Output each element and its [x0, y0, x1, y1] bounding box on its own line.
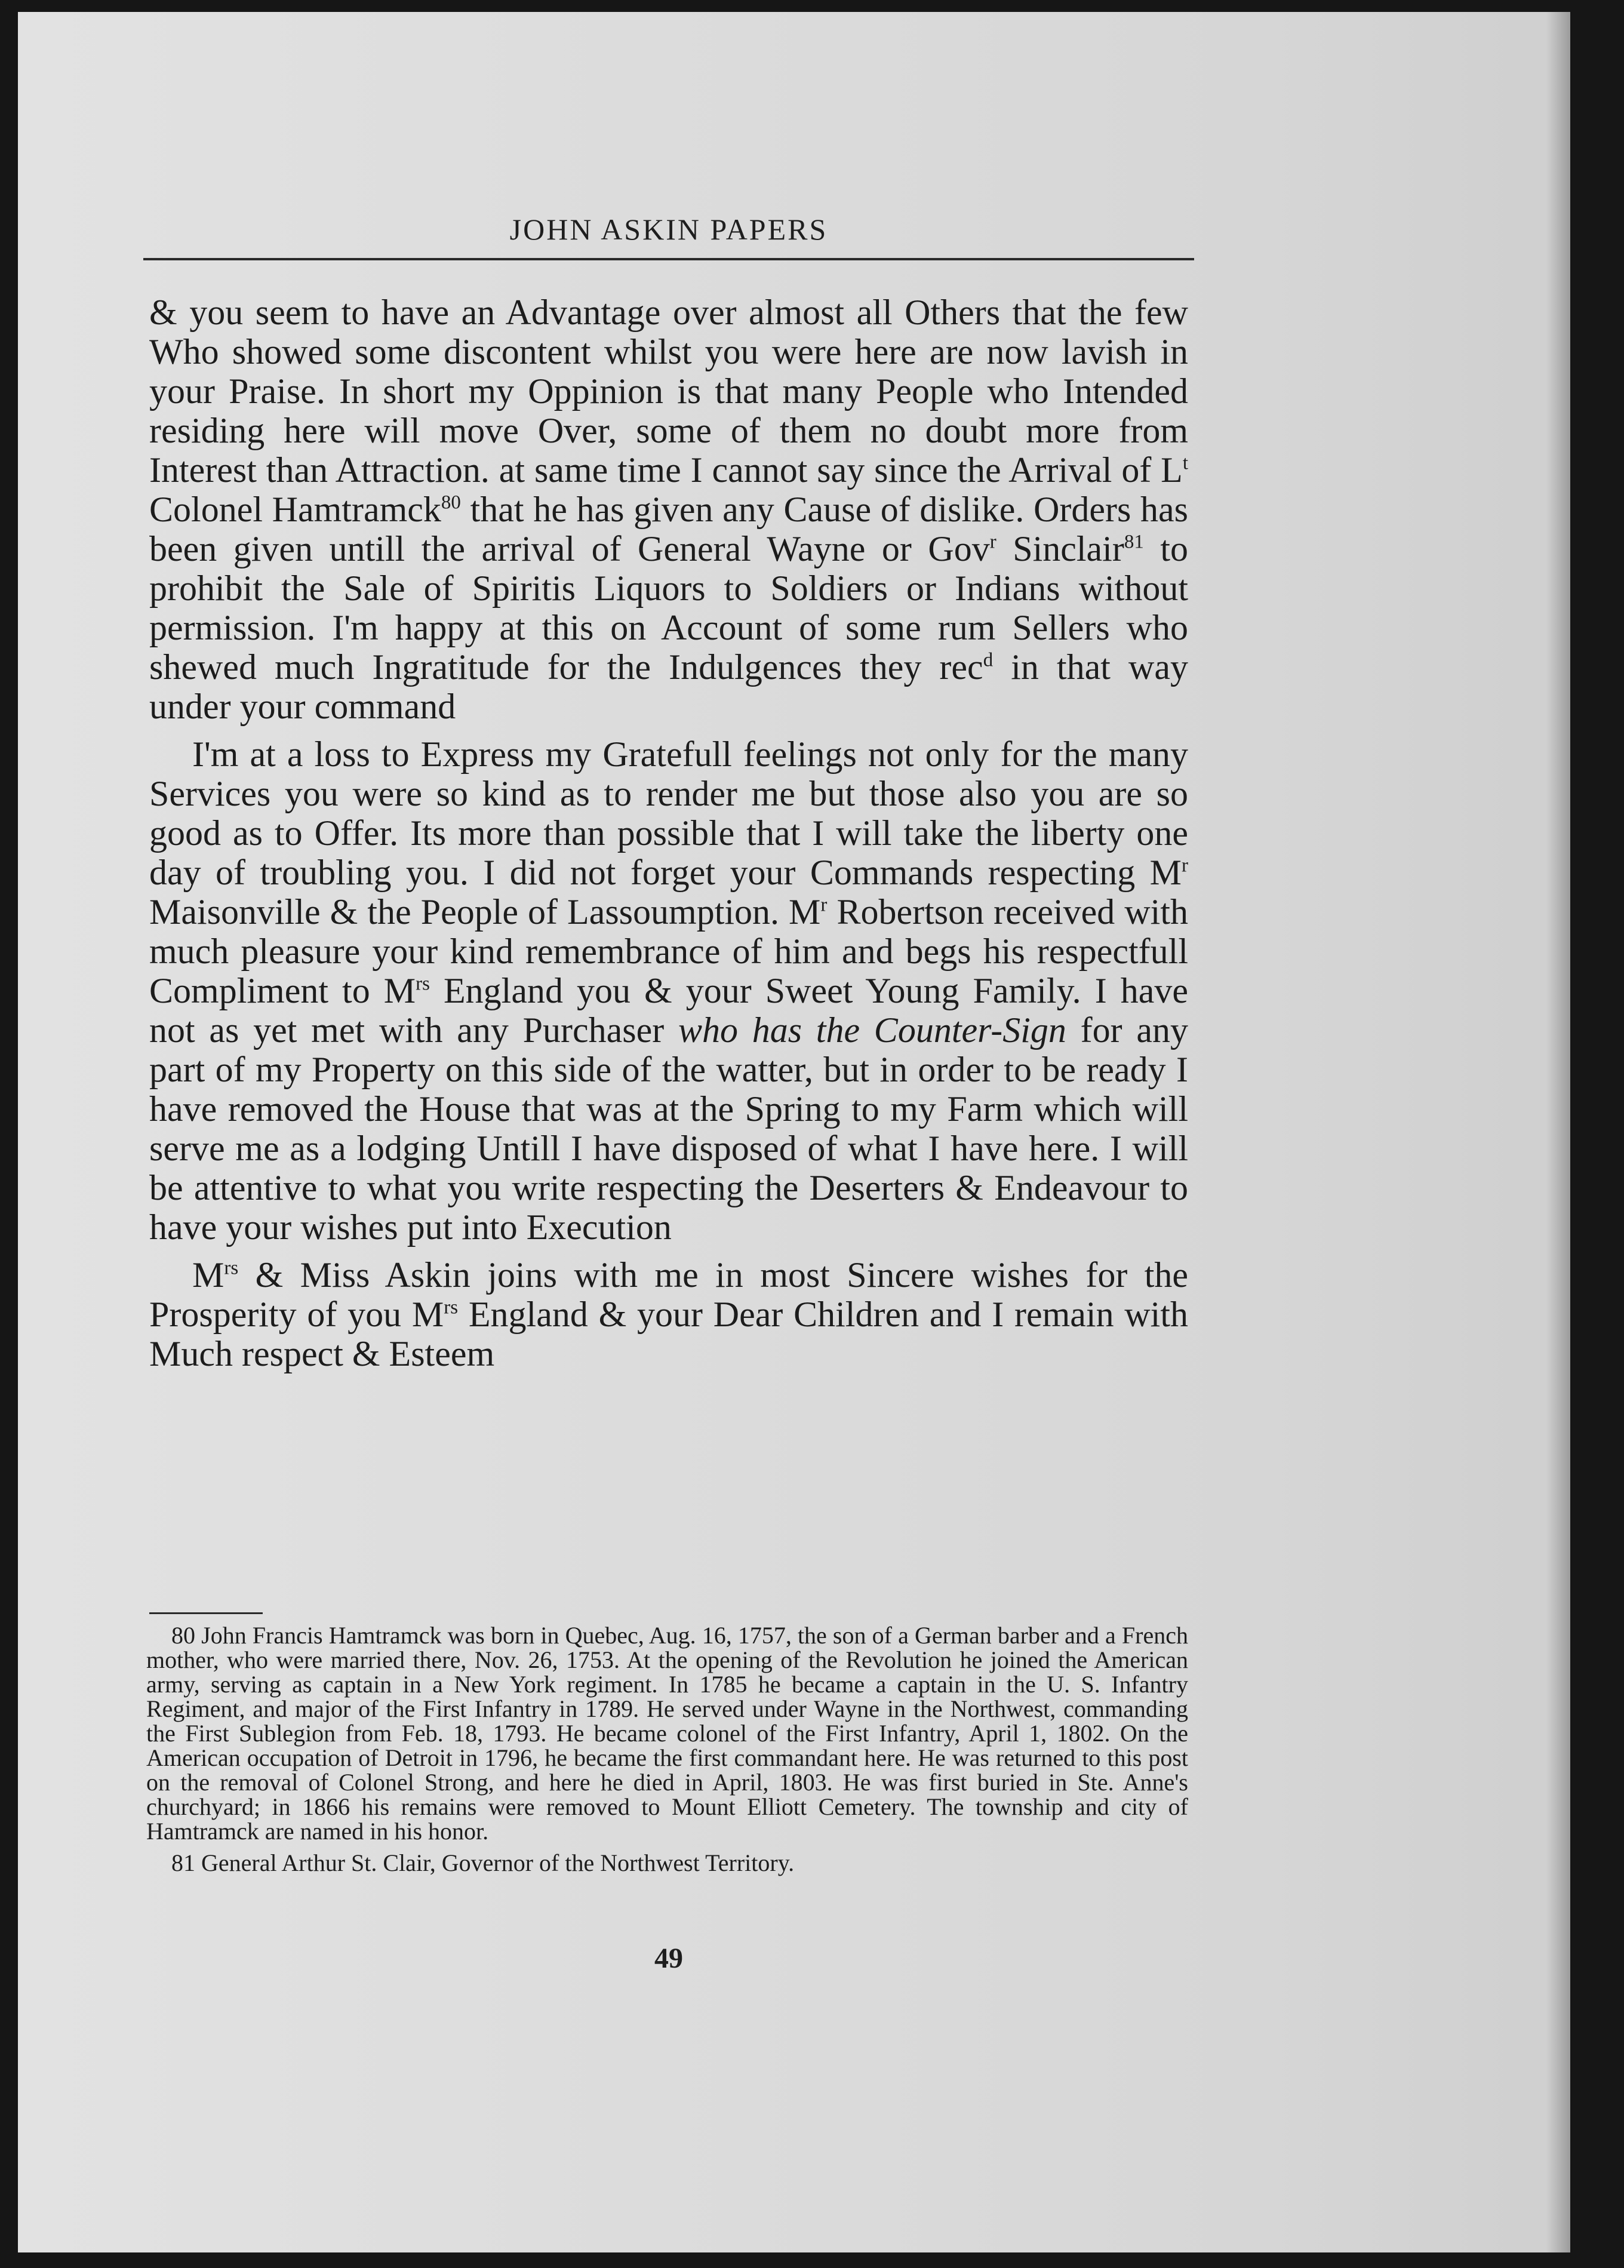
- running-head-rule: [143, 258, 1194, 260]
- page-number: 49: [654, 1943, 683, 1974]
- paragraph-2-text-3: Robertson received with much pleasure your kind remembrance of him and begs his respectfull Compliment to M: [149, 892, 1189, 1010]
- superscript-recd: d: [983, 649, 994, 671]
- paragraph-1: [149, 293, 1188, 726]
- paragraph-1-text-2: Colonel Hamtramck: [149, 490, 441, 529]
- running-head: JOHN ASKIN PAPERS: [509, 213, 828, 246]
- page-edge-shadow: [1546, 12, 1570, 2252]
- superscript-govr: r: [989, 531, 996, 553]
- paragraph-1-text-1: & you seem to have an Advantage over almost all Others that the few Who showed some discontent whilst you were here are now lavish in your Praise. In short my Oppinion is that many People who Intended residing here will move Over, some of them no doubt more from Interest than Attraction. at same time I cannot say since the Arrival of L: [149, 293, 1188, 490]
- paragraph-3: [149, 1255, 1188, 1373]
- footnote-ref-80: 80: [441, 491, 461, 514]
- footnote-rule: [149, 1612, 263, 1614]
- footnote-ref-81: 81: [1124, 531, 1144, 553]
- footnotes: [146, 1623, 1188, 1875]
- paragraph-1-text-3: that he has given any Cause of dislike. Orders has been given untill the arrival of General Wayne or Gov: [149, 490, 1189, 568]
- footnote-80: 80 John Francis Hamtramck was born in Quebec, Aug. 16, 1757, the son of a German barber and a French mother, who were married there, Nov. 26, 1753. At the opening of the Revolution he joined the American army, serving as captain in a New York regiment. In 1785 he became a captain in the U. S. Infantry Regiment, and major of the First Infantry in 1789. He served under Wayne in the Northwest, commanding the First Sublegion from Feb. 18, 1793. He became colonel of the First Infantry, April 1, 1802. On the American occupation of Detroit in 1796, he became the first commandant here. He was returned to this post on the removal of Colonel Strong, and here he died in April, 1803. He was first buried in Ste. Anne's churchyard; in 1866 his remains were removed to Mount Elliott Cemetery. The township and city of Hamtramck are named in his honor.: [146, 1622, 1188, 1845]
- paragraph-2-text-4: England you & your Sweet Young Family. I have not as yet met with any Purchaser: [149, 971, 1188, 1050]
- paragraph-2-text-1: I'm at a loss to Express my Gratefull feelings not only for the many Services you were so kind as to render me but those also you are so good as to Offer. Its more than possible that I will take the liberty one day of troubling you. I did not forget your Commands respecting M: [149, 735, 1188, 892]
- footnote-81: 81 General Arthur St. Clair, Governor of the Northwest Territory.: [171, 1849, 795, 1876]
- italic-counter-sign: who has the Counter-Sign: [678, 1010, 1066, 1050]
- body-text: [149, 293, 1188, 1373]
- superscript-mrs: rs: [416, 973, 430, 995]
- paragraph-3-text-2: & Miss Askin joins with me in most Sincere wishes for the Prosperity of you M: [149, 1255, 1188, 1334]
- superscript-mrs-2: rs: [444, 1296, 459, 1319]
- paragraph-2: [149, 735, 1188, 1247]
- superscript-mr-2: r: [820, 894, 828, 916]
- superscript-mr-1: r: [1182, 855, 1188, 877]
- paragraph-3-text-1: M: [192, 1255, 224, 1295]
- superscript-mrs-1: rs: [224, 1257, 239, 1279]
- paragraph-3-text-3: England & your Dear Children and I remain with Much respect & Esteem: [149, 1295, 1188, 1373]
- superscript-lt: t: [1182, 452, 1188, 474]
- paragraph-2-text-2: Maisonville & the People of Lassoumption. M: [149, 892, 821, 932]
- paragraph-1-text-6: in that way under your command: [149, 647, 1189, 726]
- paragraph-1-text-5: to prohibit the Sale of Spiritis Liquors to Soldiers or Indians without permission. I'm happy at this on Account of some rum Sellers who shewed much Ingratitude for the Indulgences they rec: [149, 529, 1189, 687]
- paragraph-2-text-5: for any part of my Property on this side of the watter, but in order to be ready I have removed the House that was at the Spring to my Farm which will serve me as a lodging Untill I have disposed of what I have here. I will be attentive to what you write respecting the Deserters & Endeavour to have your wishes put into Execution: [149, 1010, 1188, 1247]
- paragraph-1-text-4: Sinclair: [996, 529, 1124, 568]
